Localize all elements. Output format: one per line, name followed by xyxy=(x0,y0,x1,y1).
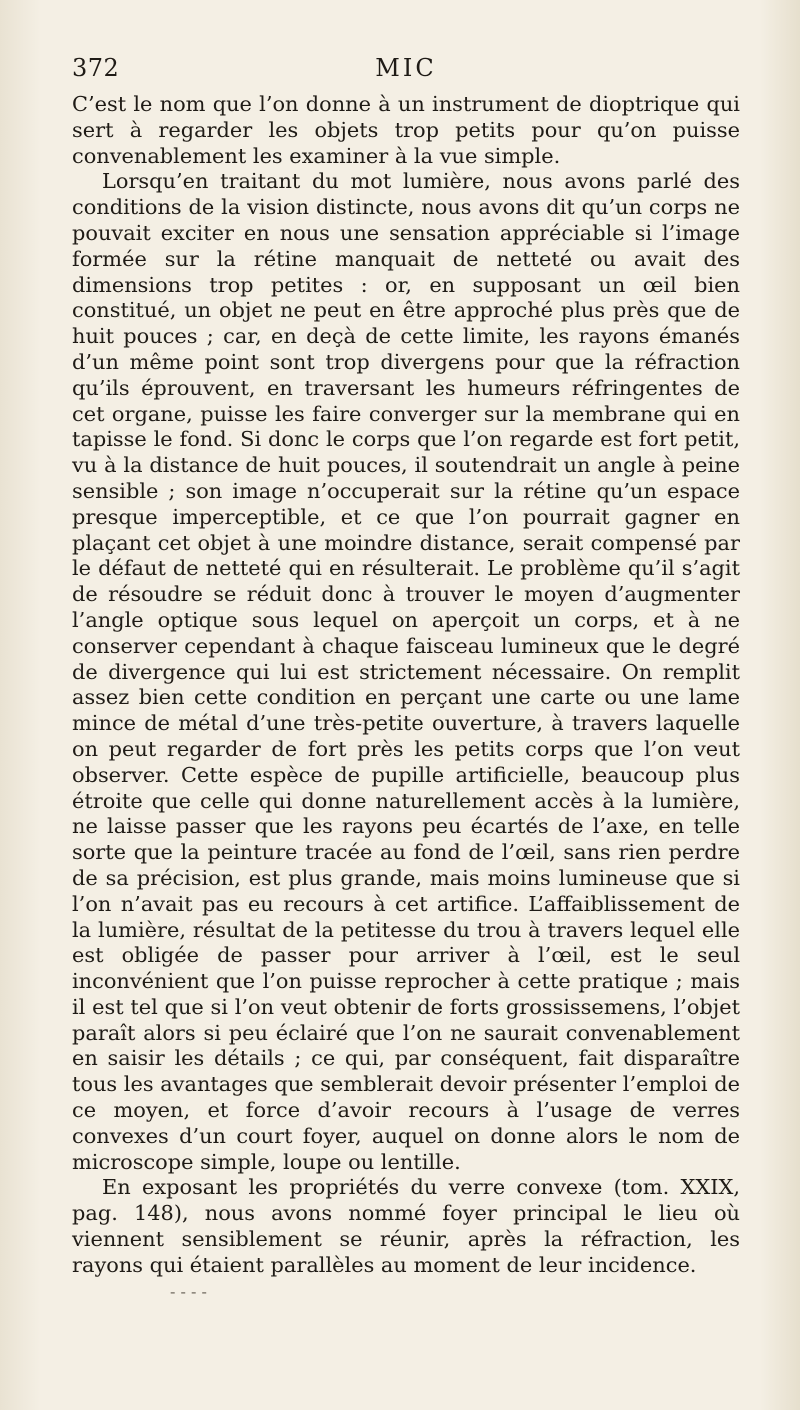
running-title: MIC xyxy=(375,54,437,82)
page-header xyxy=(72,54,740,88)
paragraph-1: C’est le nom que l’on donne à un instrument de dioptrique qui sert à regarder les objets trop petits pour qu’on puisse convenablement les examiner à la vue simple. xyxy=(72,92,740,168)
paragraph-3: En exposant les propriétés du verre convexe (tom. XXIX, pag. 148), nous avons nommé foyer principal le lieu où viennent sensiblement se réunir, après la réfraction, les rayons qui étaient parallèles au moment de leur incidence. xyxy=(72,1175,740,1277)
footer-mark: - - - - xyxy=(170,1282,207,1301)
page-number: 372 xyxy=(72,54,120,82)
paragraph-2: Lorsqu’en traitant du mot lumière, nous avons parlé des conditions de la vision distincte, nous avons dit qu’un corps ne pouvait exciter en nous une sensation appréciable si l’image formée sur la rétine manquait de netteté ou avait des dimensions trop petites : or, en supposant un œil bien constitué, un objet ne peut en être approché plus près que de huit pouces ; car, en deçà de cette limite, les rayons émanés d’un même point sont trop divergens pour que la réfraction qu’ils éprouvent, en traversant les humeurs réfringentes de cet organe, puisse les faire converger sur la membrane qui en tapisse le fond. Si donc le corps que l’on regarde est fort petit, vu à la distance de huit pouces, il soutendrait un angle à peine sensible ; son image n’occuperait sur la rétine qu’un espace presque imperceptible, et ce que l’on pourrait gagner en plaçant cet objet à une moindre distance, serait compensé par le défaut de netteté qui en résulterait. Le problème qu’il s’agit de résoudre se réduit donc à trouver le moyen d’augmenter l’angle optique sous lequel on aperçoit un corps, et à ne conserver cependant à chaque faisceau lumineux que le degré de divergence qui lui est strictement nécessaire. On remplit assez bien cette condition en perçant une carte ou une lame mince de métal d’une très-petite ouverture, à travers laquelle on peut regarder de fort près les petits corps que l’on veut observer. Cette espèce de pupille artificielle, beaucoup plus étroite que celle qui donne naturellement accès à la lumière, ne laisse passer que les rayons peu écartés de l’axe, en telle sorte que la peinture tracée au fond de l’œil, sans rien perdre de sa précision, est plus grande, mais moins lumineuse que si l’on n’avait pas eu recours à cet artifice. L’affaiblissement de la lumière, résultat de la petitesse du trou à travers lequel elle est obligée de passer pour arriver à l’œil, est le seul inconvénient que l’on puisse reprocher à cette pratique ; mais il est tel que si l’on veut obtenir de forts grossissemens, l’objet paraît alors si peu éclairé que l’on ne saurait convenablement en saisir les détails ; ce qui, par conséquent, fait disparaître tous les avantages que semblerait devoir présenter l’emploi de ce moyen, et force d’avoir recours à l’usage de verres convexes d’un court foyer, auquel on donne alors le nom de microscope simple, loupe ou lentille. xyxy=(72,169,740,1174)
body-text xyxy=(72,92,740,1279)
